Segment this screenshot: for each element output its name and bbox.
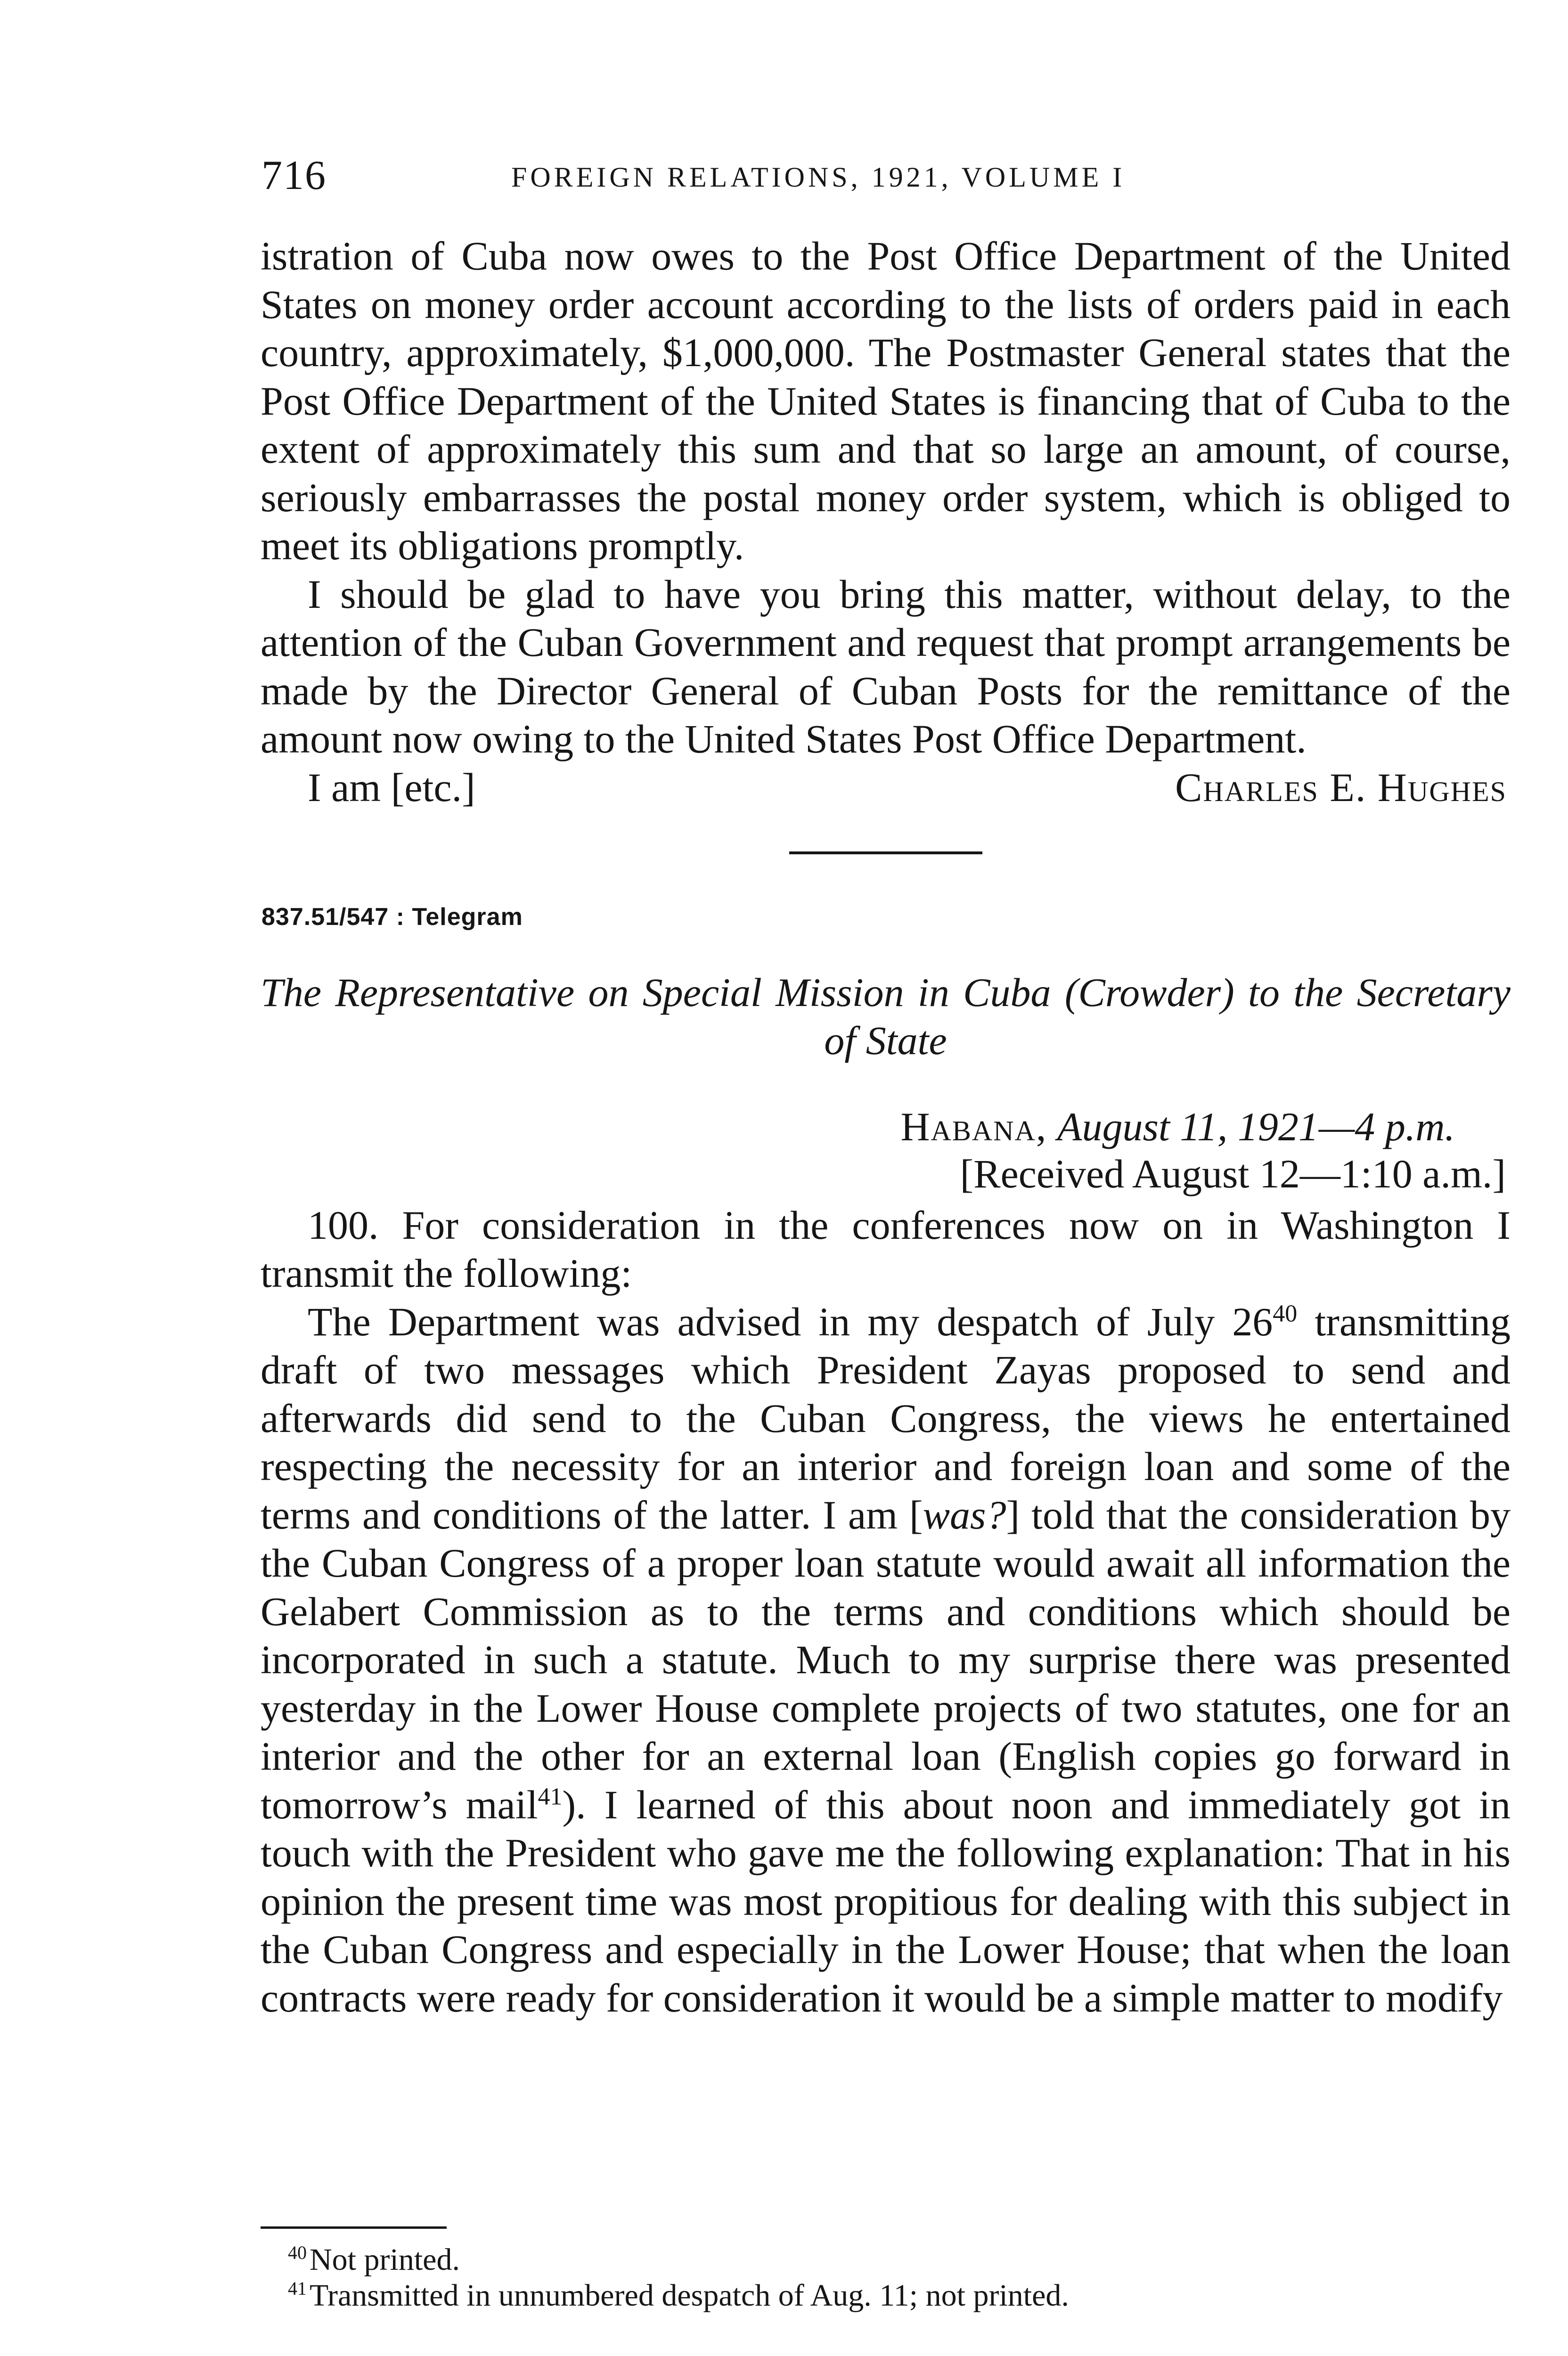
- received-note: [Received August 12—1:10 a.m.]: [960, 1151, 1506, 1196]
- letter-continuation-paragraph: istration of Cuba now owes to the Post Office Department of the United States on money order account according to the lists of orders paid in each country, approximately, $1,000,000. The Postmaster General states that the Post Office Department of the United States is financing that of Cuba to the extent of approximately this sum and that so large an amount, of course, seriously embarrasses the postal money order system, which is obliged to meet its obligations promptly.: [261, 233, 1511, 568]
- signature: Charles E. Hughes: [1175, 764, 1507, 810]
- text-segment: The Department was advised in my despatch of July 26: [308, 1299, 1273, 1344]
- complimentary-close: I am [etc.]: [308, 764, 475, 810]
- footnote-reference-40: 40: [1273, 1300, 1298, 1327]
- dateline-place: Habana,: [900, 1104, 1047, 1149]
- file-reference: 837.51/547 : Telegram: [261, 903, 523, 931]
- dateline: [261, 1103, 1511, 1150]
- text-segment: ). I learned of this about noon and immediately got in touch with the President who gave me the following explanation: That in his opinion the present time was most propitious for dealing with this subject in the Cuban Congress and especially in the Lower House; that when the loan contracts were ready for consideration it would be a simple matter to modify: [261, 1782, 1511, 2021]
- footnote-mark: 41: [288, 2278, 307, 2299]
- footnotes: [261, 2226, 1511, 2314]
- editorial-bracket-close: ]: [1006, 1492, 1020, 1538]
- footnote-text: Transmitted in unnumbered despatch of Aug. 11; not printed.: [310, 2278, 1069, 2313]
- section-divider: [789, 851, 982, 854]
- footnote-reference-41: 41: [538, 1783, 563, 1810]
- letter-closing: [261, 763, 1511, 812]
- main-text-column: [261, 232, 1511, 2022]
- footnote: [288, 2242, 1511, 2278]
- page-number: 716: [261, 153, 327, 198]
- telegram-paragraph-2: [261, 1298, 1511, 2022]
- footnote-rule: [261, 2226, 447, 2229]
- editorial-bracket-open: [: [909, 1492, 923, 1538]
- running-head: FOREIGN RELATIONS, 1921, VOLUME I: [511, 162, 1126, 193]
- letter-request-paragraph: I should be glad to have you bring this matter, without delay, to the attention of the Cuban Government and request that prompt arrangements be made by the Director General of Cuban Posts for the remittance of the amount now owing to the United States Post Office Department.: [261, 571, 1511, 761]
- editorial-insertion: was?: [923, 1492, 1006, 1538]
- dateline-date: August 11, 1921—4 p.m.: [1057, 1104, 1455, 1149]
- footnote-text: Not printed.: [310, 2242, 460, 2277]
- text-segment: told that the consideration by the Cuban Congress of a proper loan statute would await all information the Gelabert Commission as to the terms and conditions which should be incorporated in such a statute. Much to my surprise there was presented yesterday in the Lower House complete projects of two statutes, one for an interior and the other for an external loan (English copies go forward in tomorrow’s mail: [261, 1492, 1511, 1827]
- document-title: The Representative on Special Mission in Cuba (Crowder) to the Secretary of State: [261, 969, 1511, 1063]
- page-header: [261, 150, 1510, 202]
- text-segment: transmitting draft of two messages which President Zayas proposed to send and afterwards did send to the Cuban Congress, the views he entertained respecting the necessity for an interior and foreign loan and some of the terms and conditions of the latter. I am: [261, 1299, 1511, 1538]
- footnote: [288, 2278, 1511, 2314]
- telegram-paragraph-1: 100. For consideration in the conferences now on in Washington I transmit the following:: [261, 1202, 1511, 1296]
- footnote-mark: 40: [288, 2242, 307, 2263]
